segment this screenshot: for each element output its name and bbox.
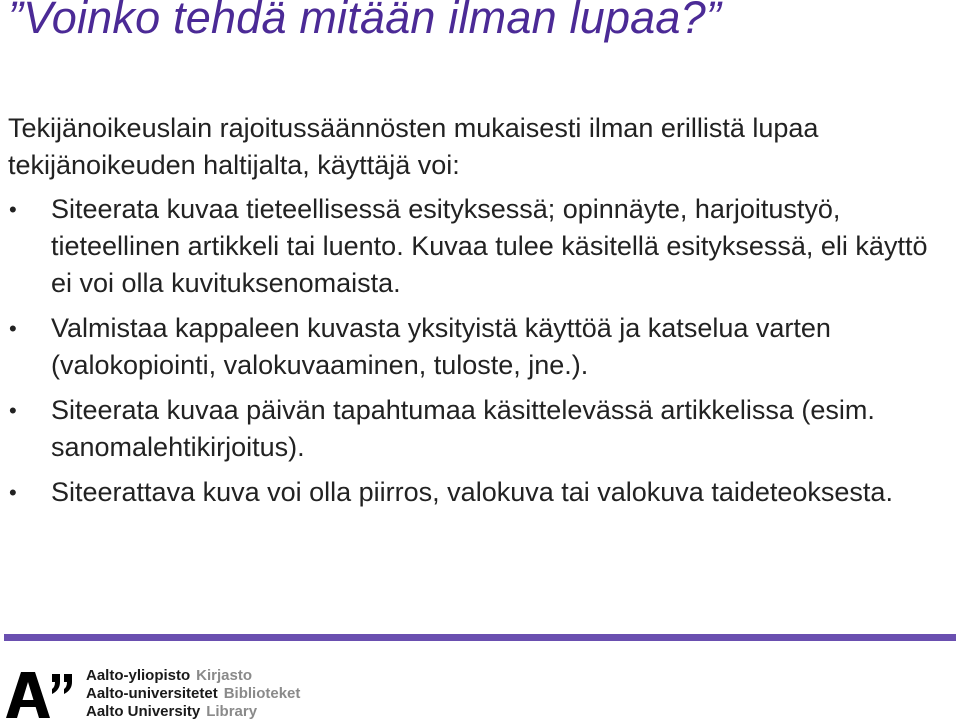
footer-divider	[4, 634, 956, 641]
bullet-text: Valmistaa kappaleen kuvasta yksityistä käyttöä ja katselua varten (valokopiointi, valokuvaaminen, tuloste, jne.).	[51, 313, 831, 380]
footer-line	[86, 667, 300, 685]
bullet-item	[0, 392, 950, 466]
footer-unit-name: Library	[206, 703, 258, 720]
bullet-item	[0, 474, 950, 511]
footer-org-name: Aalto-universitetet	[86, 685, 218, 702]
footer-org-name: Aalto University	[86, 703, 201, 720]
bullet-text: Siteerattava kuva voi olla piirros, valokuva tai valokuva taideteoksesta.	[51, 477, 893, 507]
bullet-text: Siteerata kuvaa päivän tapahtumaa käsittelevässä artikkelissa (esim. sanomalehtikirjoitus).	[51, 395, 875, 462]
bullet-list	[0, 191, 950, 519]
bullet-text: Siteerata kuvaa tieteellisessä esityksessä; opinnäyte, harjoitustyö, tieteellinen artikkeli tai luento. Kuvaa tulee käsitellä esityksessä, eli käyttö ei voi olla kuvituksenomaista.	[51, 194, 928, 298]
footer-org-name: Aalto-yliopisto	[86, 667, 191, 684]
intro-text: Tekijänoikeuslain rajoitussäännösten mukaisesti ilman erillistä lupaa tekijänoikeuden haltijalta, käyttäjä voi:	[8, 113, 819, 180]
bullet-icon: •	[9, 398, 17, 423]
bullet-icon: •	[9, 197, 17, 222]
bullet-icon: •	[9, 480, 17, 505]
bullet-icon: •	[9, 316, 17, 341]
footer-line	[86, 685, 300, 703]
aalto-a-logo-icon	[6, 668, 76, 718]
bullet-item	[0, 191, 950, 302]
bullet-item	[0, 310, 950, 384]
footer-logo-text	[86, 667, 300, 721]
footer-line	[86, 703, 300, 721]
footer-unit-name: Biblioteket	[223, 685, 301, 702]
slide-title: ”Voinko tehdä mitään ilman lupaa?”	[8, 0, 722, 43]
footer-unit-name: Kirjasto	[196, 667, 253, 684]
